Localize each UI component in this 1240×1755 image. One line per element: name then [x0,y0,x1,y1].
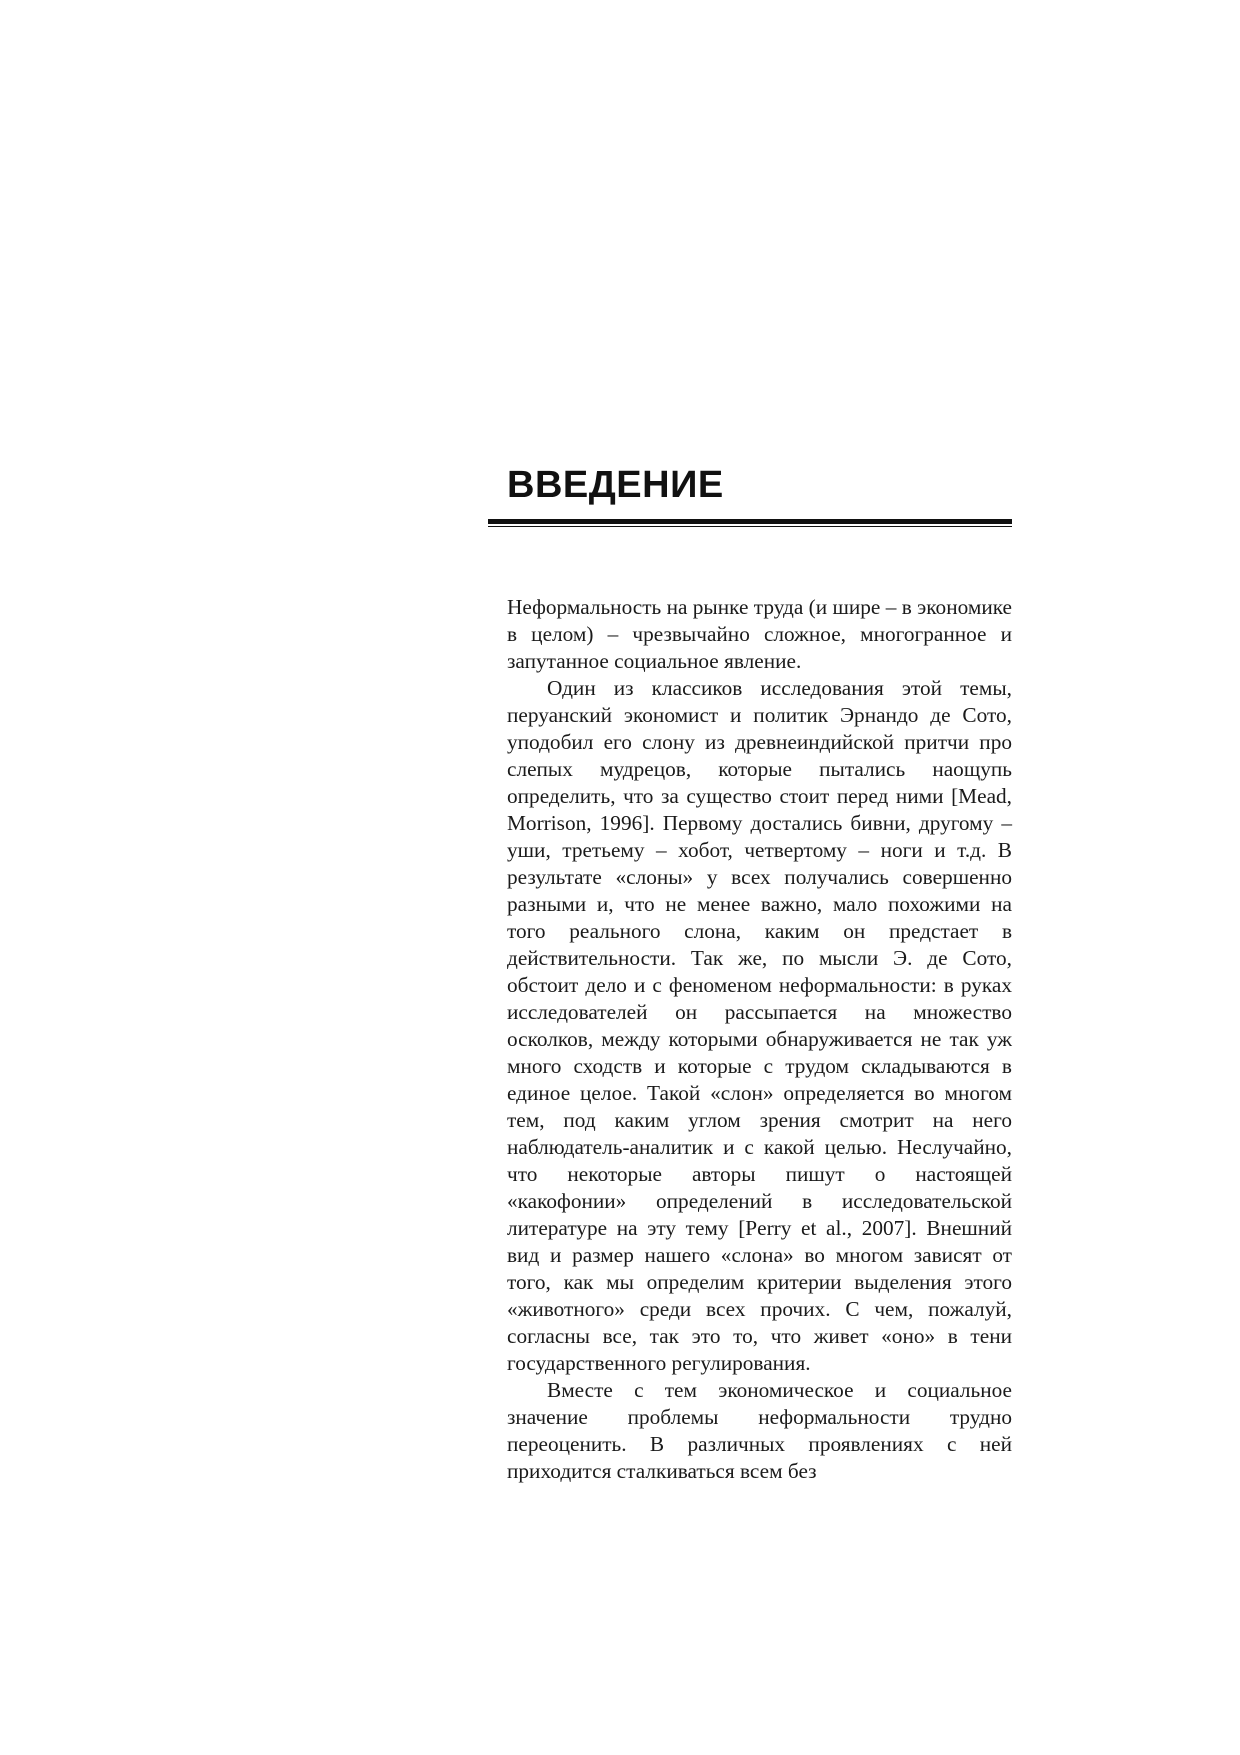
title-underline [488,519,1012,527]
paragraph-3: Вместе с тем экономическое и социальное значение проблемы неформальности трудно переоценить. В различных проявлениях с ней приходится сталкиваться всем без [507,1378,1012,1483]
title-underline-thin [488,526,1012,527]
title-underline-thick [488,519,1012,524]
paragraph-1: Неформальность на рынке труда (и шире – в экономике в целом) – чрезвычайно сложное, многогранное и запутанное социальное явление. [507,595,1012,673]
paragraph-2: Один из классиков исследования этой темы, перуанский экономист и политик Эрнандо де Сото, уподобил его слону из древнеиндийской притчи про слепых мудрецов, которые пытались наощупь определить, что за существо стоит перед ними [Mead, Morrison, 1996]. Первому достались бивни, другому – уши, третьему – хобот, четвертому – ноги и т.д. В результате «слоны» у всех получались совершенно разными и, что не менее важно, мало похожими на того реального слона, каким он предстает в действительности. Так же, по мысли Э. де Сото, обстоит дело и с феноменом неформальности: в руках исследователей он рассыпается на множество осколков, между которыми обнаруживается не так уж много сходств и которые с трудом складываются в единое целое. Такой «слон» определяется во многом тем, под каким углом зрения смотрит на него наблюдатель-аналитик и с какой целью. Неслучайно, что некоторые авторы пишут о настоящей «какофонии» определений в исследовательской литературе на эту тему [Perry et al., 2007]. Внешний вид и размер нашего «слона» во многом зависят от того, как мы определим критерии выделения этого «животного» среди всех прочих. С чем, пожалуй, согласны все, так это то, что живет «оно» в тени государственного регулирования. [507,676,1012,1375]
body-text [507,594,1012,1485]
chapter-title: ВВЕДЕНИЕ [507,464,724,506]
